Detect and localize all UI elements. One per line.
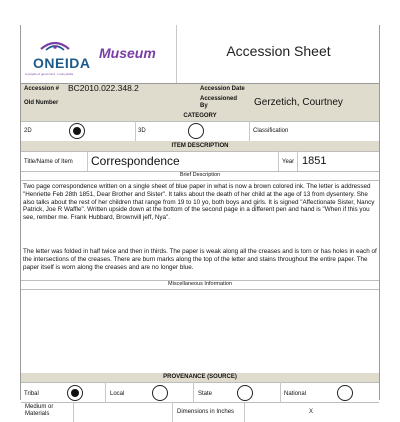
year-label: Year — [282, 159, 295, 165]
accession-label: Accession # — [24, 86, 60, 92]
classification-value[interactable] — [301, 123, 379, 139]
category-3d-label: 3D — [138, 128, 146, 134]
brief-description-p2[interactable]: The letter was folded in half twice and then in thirds. The paper is weak along all the creases and is torn or has holes in each of the intersections of the creases. There are burn marks along the top of the letter and stains throughout the entire paper. The paper itself is worn along the creases and are no longer blue. — [23, 248, 377, 271]
dimensions-label: Dimensions in Inches — [177, 409, 235, 415]
provenance-state-label: State — [198, 391, 213, 397]
classification-label: Classification — [253, 128, 289, 134]
medium-label: Medium or Materials — [25, 404, 54, 417]
accession-date-label: Accession Date — [200, 86, 245, 92]
selected-dot-icon — [73, 127, 81, 135]
oneida-logo-icon — [39, 37, 71, 55]
provenance-national-label: National — [284, 391, 307, 397]
provenance-national-radio[interactable] — [337, 385, 353, 401]
accession-date-value[interactable] — [261, 83, 379, 93]
provenance-local-label: Local — [110, 391, 125, 397]
provenance-tribal-radio[interactable] — [67, 385, 83, 401]
provenance-heading: PROVENANCE (SOURCE) — [21, 373, 379, 382]
accession-sheet — [20, 25, 380, 417]
item-description-heading: ITEM DESCRIPTION — [21, 141, 379, 151]
provenance-tribal-label: Tribal — [24, 391, 39, 397]
logo-tagline: A people of good mind · Loonyotoka — [25, 72, 74, 76]
category-2d-label: 2D — [24, 128, 32, 134]
title-label: Title/Name of Item — [24, 159, 73, 165]
page-title: Accession Sheet — [226, 43, 331, 59]
category-2d-radio[interactable] — [69, 123, 85, 139]
museum-label: Museum — [99, 45, 156, 61]
accessioned-by-value[interactable]: Gerzetich, Courtney — [254, 97, 343, 108]
category-3d-radio[interactable] — [188, 123, 204, 139]
category-heading: CATEGORY — [21, 111, 379, 121]
accession-value[interactable]: BC2010.022.348.2 — [68, 83, 139, 93]
misc-info-value[interactable] — [23, 291, 379, 371]
dimensions-separator: X — [309, 409, 314, 415]
title-value[interactable]: Correspondence — [91, 154, 180, 168]
brief-description-p1[interactable]: Two page correspondence written on a single sheet of blue paper in what is now a brown colored ink. The letter is addressed "Henriette Feb 28th 1851, Dear Brother and Sister". It talks about the death of her child at the age of 13 from dysentery. She also talks about the rest of her children that range from 19 to 10 yo, both boys and girls. It is signed "Affectionate Sister, Nancy Patrick, Joe R Waffle". Written upside down at the bottom of the second page in a different pen and hand is "When if this you see, rember me. Frank Hubbard, Brownvill jeff, Nya". — [23, 183, 375, 222]
year-value[interactable]: 1851 — [302, 155, 327, 167]
old-number-label: Old Number — [24, 100, 59, 106]
misc-info-label: Miscellaneous Information — [168, 281, 232, 287]
selected-dot-icon — [71, 389, 79, 397]
header-logo-area — [21, 25, 176, 83]
medium-value[interactable] — [75, 403, 170, 421]
provenance-state-radio[interactable] — [237, 385, 253, 401]
brief-description-label: Brief Description — [179, 172, 221, 178]
old-number-value[interactable] — [68, 97, 188, 107]
accessioned-by-label: Accessioned By — [200, 96, 238, 109]
logo-text: ONEIDA — [33, 55, 91, 71]
provenance-local-radio[interactable] — [152, 385, 168, 401]
